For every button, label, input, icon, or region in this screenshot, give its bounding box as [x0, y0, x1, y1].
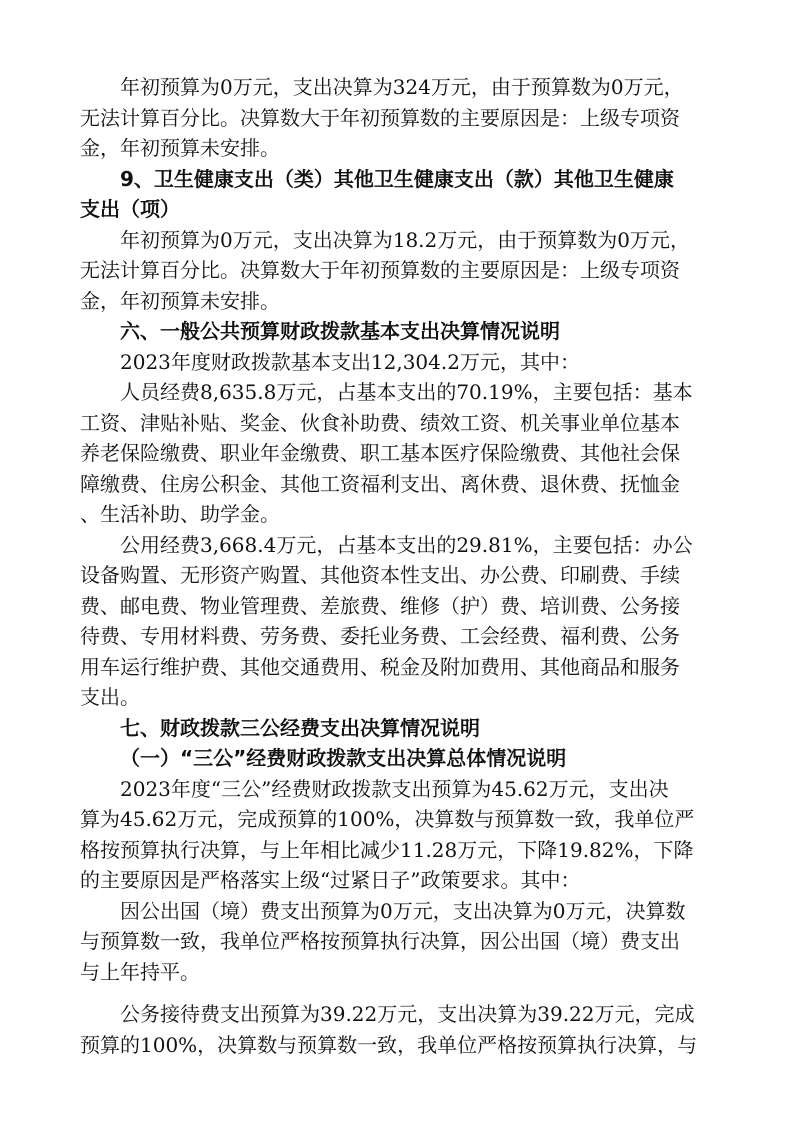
paragraph-line: 无法计算百分比。决算数大于年初预算数的主要原因是：上级专项资 [80, 258, 680, 282]
paragraph-line: 公务接待费支出预算为39.22万元，支出决算为39.22万元，完成 [120, 1002, 695, 1026]
paragraph-line: 费、邮电费、物业管理费、差旅费、维修（护）费、培训费、公务接 [80, 593, 680, 618]
paragraph-line: 金，年初预算未安排。 [80, 288, 280, 313]
paragraph-line: 设备购置、无形资产购置、其他资本性支出、办公费、印刷费、手续 [80, 563, 680, 587]
paragraph-line: 格按预算执行决算，与上年相比减少11.28万元，下降19.82%，下降 [80, 837, 694, 862]
section-heading: 9、卫生健康支出（类）其他卫生健康支出（款）其他卫生健康 [120, 166, 674, 191]
paragraph-line: 预算的100%，决算数与预算数一致，我单位严格按预算执行决算，与 [80, 1032, 698, 1057]
paragraph-line: 2023年度“三公”经费财政拨款支出预算为45.62万元，支出决 [120, 776, 669, 801]
paragraph-line: 养老保险缴费、职业年金缴费、职工基本医疗保险缴费、其他社会保 [80, 441, 680, 465]
subsection-heading: （一）“三公”经费财政拨款支出决算总体情况说明 [120, 746, 567, 770]
section-heading: 六、一般公共预算财政拨款基本支出决算情况说明 [120, 319, 560, 343]
paragraph-line: 年初预算为0万元，支出决算为18.2万元，由于预算数为0万元， [120, 227, 690, 252]
paragraph-line: 工资、津贴补贴、奖金、伙食补助费、绩效工资、机关事业单位基本 [80, 410, 680, 435]
paragraph-line: 支出。 [80, 685, 140, 709]
paragraph-line: 、生活补助、助学金。 [80, 502, 280, 526]
paragraph-line: 金，年初预算未安排。 [80, 136, 280, 160]
paragraph-line: 年初预算为0万元，支出决算为324万元，由于预算数为0万元， [120, 75, 684, 99]
paragraph-gap [80, 987, 715, 999]
paragraph-line: 用车运行维护费、其他交通费用、税金及附加费用、其他商品和服务 [80, 654, 680, 679]
paragraph-line: 与上年持平。 [80, 959, 200, 984]
paragraph-line: 人员经费8,635.8万元，占基本支出的70.19%，主要包括：基本 [120, 380, 693, 404]
paragraph-line: 算为45.62万元，完成预算的100%，决算数与预算数一致，我单位严 [80, 807, 695, 831]
paragraph-line: 与预算数一致，我单位严格按预算执行决算，因公出国（境）费支出 [80, 929, 680, 953]
paragraph-line: 的主要原因是严格落实上级“过紧日子”政策要求。其中： [80, 868, 581, 892]
section-heading: 支出（项） [80, 197, 180, 221]
paragraph-line: 无法计算百分比。决算数大于年初预算数的主要原因是：上级专项资 [80, 105, 680, 130]
document-body [80, 72, 715, 1060]
section-heading: 七、财政拨款三公经费支出决算情况说明 [120, 715, 480, 740]
paragraph-line: 障缴费、住房公积金、其他工资福利支出、离休费、退休费、抚恤金 [80, 471, 680, 496]
paragraph-line: 公用经费3,668.4万元，占基本支出的29.81%，主要包括：办公 [120, 532, 693, 557]
paragraph-line: 因公出国（境）费支出预算为0万元，支出决算为0万元，决算数 [120, 898, 686, 923]
paragraph-line: 2023年度财政拨款基本支出12,304.2万元，其中： [120, 349, 580, 374]
paragraph-line: 待费、专用材料费、劳务费、委托业务费、工会经费、福利费、公务 [80, 624, 680, 648]
